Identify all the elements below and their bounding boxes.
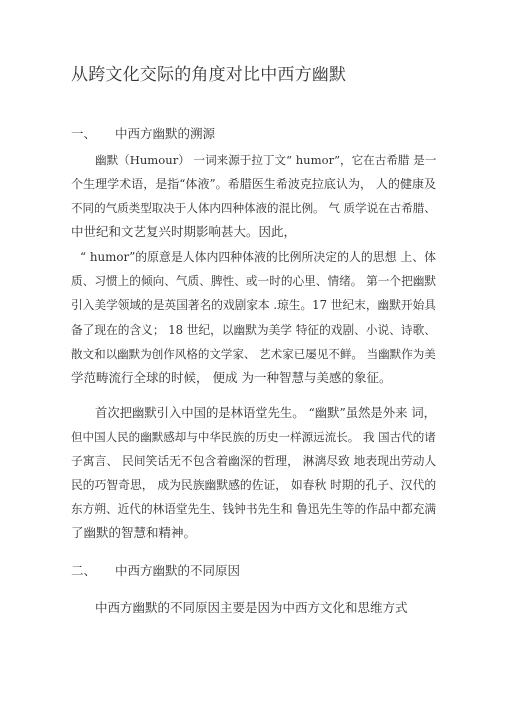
paragraph-line: 民的巧智奇思， 成为民族幽默感的佐证， 如春秋 时期的孔子、汉代的 [71, 478, 437, 492]
section-number: 一、 [71, 126, 97, 141]
paragraph-line: 子寓言、 民间笑话无不包含着幽深的哲理， 淋漓尽致 地表现出劳动人 [71, 454, 437, 468]
paragraph-line: 不同的气质类型取决于人体内四种体液的混比例。 气 质学说在古希腊、 [71, 201, 436, 215]
paragraph-line: 东方朔、近代的林语堂先生、钱钟书先生和 鲁迅先生等的作品中都充满 [71, 502, 437, 516]
paragraph-line: 首次把幽默引入中国的是林语堂先生。 “幽默”虽然是外来 词， [95, 406, 436, 420]
paragraph-line: 中西方幽默的不同原因主要是因为中西方文化和思维方式 [95, 600, 408, 615]
section-title: 中西方幽默的不同原因 [115, 563, 241, 578]
paragraph-line: 质、习惯上的倾向、气质、脾性、或一时的心里、情绪。 第一个把幽默 [71, 274, 437, 288]
section-number: 二、 [71, 563, 97, 578]
section-heading-2 [71, 563, 240, 579]
paragraph-line: 了幽默的智慧和精神。 [71, 525, 197, 540]
paragraph-line: 学范畴流行全球的时候， 便成 为一种智慧与美感的象征。 [71, 370, 392, 385]
paragraph-line: 引入美学领域的是英国著名的戏剧家本 .琼生。17 世纪末，幽默开始具 [71, 298, 436, 312]
paragraph-line: 幽默（Humour） 一词来源于拉丁文“ humor”，它在古希腊 是一 [95, 153, 437, 167]
paragraph-line: 个生理学术语，是指“体液”。希腊医生希波克拉底认为， 人的健康及 [71, 177, 437, 191]
section-title: 中西方幽默的溯源 [115, 126, 216, 141]
paragraph-line: 但中国人民的幽默感却与中华民族的历史一样源远流长。 我 国古代的诸 [71, 430, 436, 444]
paragraph-line: 散文和以幽默为创作风格的文学家、 艺术家已屡见不鲜。 当幽默作为美 [71, 347, 436, 361]
paragraph-line: “ humor”的原意是人体内四种体液的比例所决定的人的思想 上、体 [80, 250, 436, 264]
paragraph-line: 备了现在的含义； 18 世纪，以幽默为美学 特征的戏剧、小说、诗歌、 [71, 323, 436, 337]
document-title: 从跨文化交际的角度对比中西方幽默 [71, 65, 347, 85]
section-heading-1 [71, 126, 215, 142]
paragraph-line: 中世纪和文艺复兴时期影响甚大。因此， [71, 224, 297, 239]
